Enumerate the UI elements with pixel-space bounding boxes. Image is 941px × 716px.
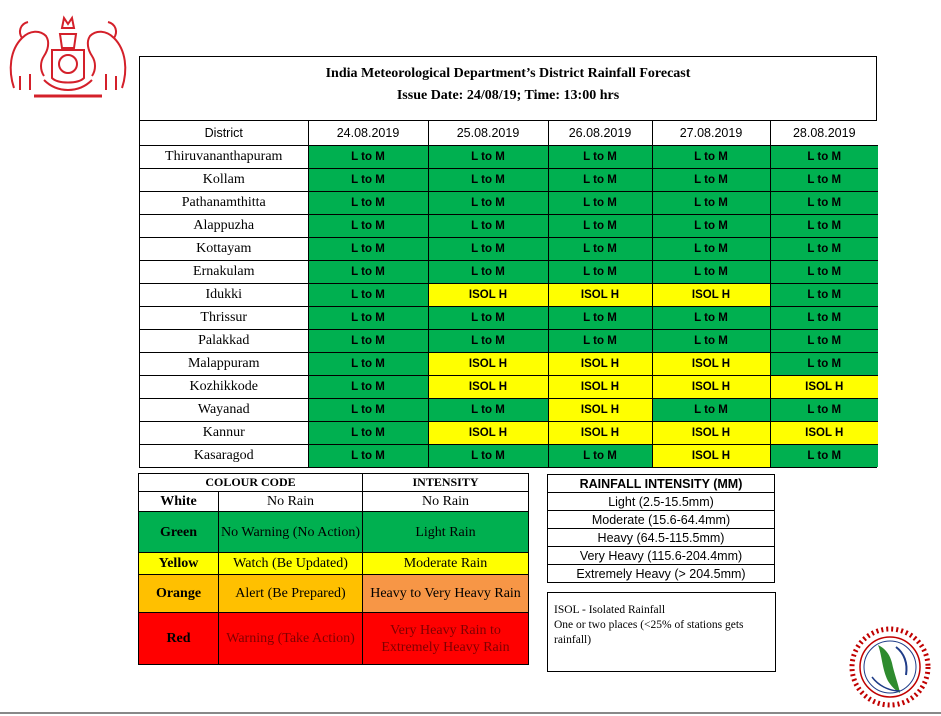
forecast-cell: L to M: [428, 261, 548, 284]
colour-code-legend: [138, 473, 529, 665]
forecast-cell: L to M: [770, 146, 878, 169]
legend-intensity: Moderate Rain: [363, 553, 529, 575]
forecast-cell: ISOL H: [428, 353, 548, 376]
forecast-cell: L to M: [308, 330, 428, 353]
district-name: Idukki: [140, 284, 308, 307]
forecast-cell: L to M: [308, 215, 428, 238]
bottom-divider: [0, 712, 941, 714]
legend-colour-name: Orange: [139, 575, 219, 613]
forecast-row: [140, 169, 878, 192]
forecast-cell: L to M: [308, 376, 428, 399]
forecast-cell: L to M: [548, 169, 652, 192]
forecast-cell: L to M: [308, 146, 428, 169]
forecast-cell: L to M: [652, 146, 770, 169]
forecast-cell: ISOL H: [548, 284, 652, 307]
district-forecast-table: [139, 56, 877, 468]
legend-meaning: No Warning (No Action): [219, 512, 363, 553]
district-name: Ernakulam: [140, 261, 308, 284]
forecast-cell: L to M: [548, 307, 652, 330]
intensity-range: Light (2.5-15.5mm): [548, 493, 775, 511]
forecast-row: [140, 445, 878, 468]
colour-code-header: COLOUR CODE: [139, 474, 363, 492]
forecast-cell: L to M: [428, 192, 548, 215]
legend-intensity: Very Heavy Rain to Extremely Heavy Rain: [363, 613, 529, 665]
district-name: Pathanamthitta: [140, 192, 308, 215]
forecast-cell: L to M: [548, 215, 652, 238]
date-column-header: 27.08.2019: [652, 121, 770, 146]
intensity-header: INTENSITY: [363, 474, 529, 492]
legend-intensity: Light Rain: [363, 512, 529, 553]
rainfall-intensity-table: [547, 474, 775, 583]
district-name: Thrissur: [140, 307, 308, 330]
forecast-cell: L to M: [428, 399, 548, 422]
legend-intensity: Heavy to Very Heavy Rain: [363, 575, 529, 613]
forecast-title-area: [140, 63, 876, 121]
forecast-cell: L to M: [428, 307, 548, 330]
date-column-header: 24.08.2019: [308, 121, 428, 146]
forecast-cell: ISOL H: [652, 284, 770, 307]
forecast-cell: L to M: [548, 238, 652, 261]
legend-intensity: No Rain: [363, 492, 529, 512]
district-name: Kollam: [140, 169, 308, 192]
forecast-row: [140, 215, 878, 238]
forecast-cell: L to M: [652, 261, 770, 284]
forecast-row: [140, 238, 878, 261]
forecast-cell: L to M: [428, 238, 548, 261]
forecast-cell: L to M: [428, 445, 548, 468]
forecast-cell: L to M: [652, 238, 770, 261]
district-name: Kasaragod: [140, 445, 308, 468]
date-column-header: 25.08.2019: [428, 121, 548, 146]
isol-explanation: One or two places (<25% of stations gets rainfall): [554, 619, 744, 646]
forecast-cell: L to M: [770, 284, 878, 307]
forecast-title: India Meteorological Department’s District Rainfall Forecast: [325, 66, 691, 81]
forecast-row: [140, 192, 878, 215]
forecast-cell: L to M: [308, 399, 428, 422]
district-name: Wayanad: [140, 399, 308, 422]
intensity-range: Extremely Heavy (> 204.5mm): [548, 565, 775, 583]
forecast-cell: L to M: [308, 261, 428, 284]
forecast-cell: ISOL H: [548, 376, 652, 399]
forecast-cell: L to M: [548, 146, 652, 169]
legend-row-yellow: [139, 553, 529, 575]
forecast-row: [140, 284, 878, 307]
legend-meaning: No Rain: [219, 492, 363, 512]
forecast-cell: L to M: [548, 192, 652, 215]
intensity-range: Very Heavy (115.6-204.4mm): [548, 547, 775, 565]
forecast-cell: L to M: [308, 307, 428, 330]
legend-meaning: Warning (Take Action): [219, 613, 363, 665]
forecast-cell: ISOL H: [548, 353, 652, 376]
forecast-cell: L to M: [770, 353, 878, 376]
forecast-cell: L to M: [652, 307, 770, 330]
rainfall-intensity-title: RAINFALL INTENSITY (MM): [548, 475, 775, 493]
forecast-row: [140, 422, 878, 445]
date-column-header: 28.08.2019: [770, 121, 878, 146]
district-column-header: District: [140, 121, 308, 146]
kerala-state-emblem-icon: [4, 10, 132, 100]
forecast-cell: L to M: [548, 445, 652, 468]
legend-row-green: [139, 512, 529, 553]
intensity-range: Heavy (64.5-115.5mm): [548, 529, 775, 547]
legend-colour-name: White: [139, 492, 219, 512]
forecast-cell: L to M: [548, 330, 652, 353]
forecast-cell: ISOL H: [770, 376, 878, 399]
forecast-cell: L to M: [770, 307, 878, 330]
forecast-cell: ISOL H: [548, 422, 652, 445]
forecast-cell: ISOL H: [428, 376, 548, 399]
forecast-header-row: [140, 121, 878, 146]
forecast-cell: L to M: [428, 215, 548, 238]
date-column-header: 26.08.2019: [548, 121, 652, 146]
forecast-cell: ISOL H: [548, 399, 652, 422]
forecast-cell: L to M: [428, 169, 548, 192]
legend-header-row: [139, 474, 529, 492]
legend-row-red: [139, 613, 529, 665]
forecast-cell: ISOL H: [652, 422, 770, 445]
forecast-row: [140, 307, 878, 330]
forecast-cell: ISOL H: [770, 422, 878, 445]
forecast-cell: L to M: [770, 238, 878, 261]
legend-colour-name: Green: [139, 512, 219, 553]
district-name: Kannur: [140, 422, 308, 445]
forecast-cell: L to M: [308, 422, 428, 445]
legend-meaning: Alert (Be Prepared): [219, 575, 363, 613]
forecast-cell: ISOL H: [652, 353, 770, 376]
district-name: Malappuram: [140, 353, 308, 376]
forecast-cell: ISOL H: [652, 445, 770, 468]
forecast-row: [140, 376, 878, 399]
forecast-cell: L to M: [652, 192, 770, 215]
forecast-cell: L to M: [770, 169, 878, 192]
forecast-cell: L to M: [548, 261, 652, 284]
district-name: Kottayam: [140, 238, 308, 261]
district-name: Kozhikkode: [140, 376, 308, 399]
forecast-row: [140, 330, 878, 353]
forecast-cell: L to M: [770, 445, 878, 468]
forecast-row: [140, 261, 878, 284]
forecast-cell: L to M: [770, 330, 878, 353]
district-name: Palakkad: [140, 330, 308, 353]
forecast-cell: L to M: [308, 238, 428, 261]
forecast-cell: ISOL H: [428, 284, 548, 307]
isol-note: [547, 592, 776, 672]
issue-date: Issue Date: 24/08/19; Time: 13:00 hrs: [396, 88, 620, 103]
imd-kerala-logo-icon: [848, 625, 932, 709]
forecast-cell: L to M: [652, 330, 770, 353]
forecast-cell: ISOL H: [428, 422, 548, 445]
legend-meaning: Watch (Be Updated): [219, 553, 363, 575]
district-name: Thiruvananthapuram: [140, 146, 308, 169]
forecast-row: [140, 146, 878, 169]
forecast-cell: L to M: [308, 284, 428, 307]
forecast-cell: L to M: [770, 261, 878, 284]
forecast-grid: [140, 121, 878, 467]
forecast-cell: L to M: [308, 169, 428, 192]
forecast-cell: L to M: [652, 215, 770, 238]
district-name: Alappuzha: [140, 215, 308, 238]
forecast-cell: L to M: [428, 146, 548, 169]
forecast-cell: L to M: [770, 192, 878, 215]
forecast-cell: L to M: [652, 169, 770, 192]
intensity-range: Moderate (15.6-64.4mm): [548, 511, 775, 529]
legend-colour-name: Red: [139, 613, 219, 665]
forecast-cell: L to M: [428, 330, 548, 353]
forecast-cell: L to M: [770, 215, 878, 238]
forecast-row: [140, 353, 878, 376]
forecast-cell: L to M: [770, 399, 878, 422]
forecast-row: [140, 399, 878, 422]
legend-row-orange: [139, 575, 529, 613]
forecast-cell: ISOL H: [652, 376, 770, 399]
legend-colour-name: Yellow: [139, 553, 219, 575]
isol-definition: ISOL - Isolated Rainfall: [554, 604, 666, 616]
forecast-cell: L to M: [308, 353, 428, 376]
forecast-cell: L to M: [652, 399, 770, 422]
forecast-cell: L to M: [308, 445, 428, 468]
legend-row-white: [139, 492, 529, 512]
forecast-cell: L to M: [308, 192, 428, 215]
